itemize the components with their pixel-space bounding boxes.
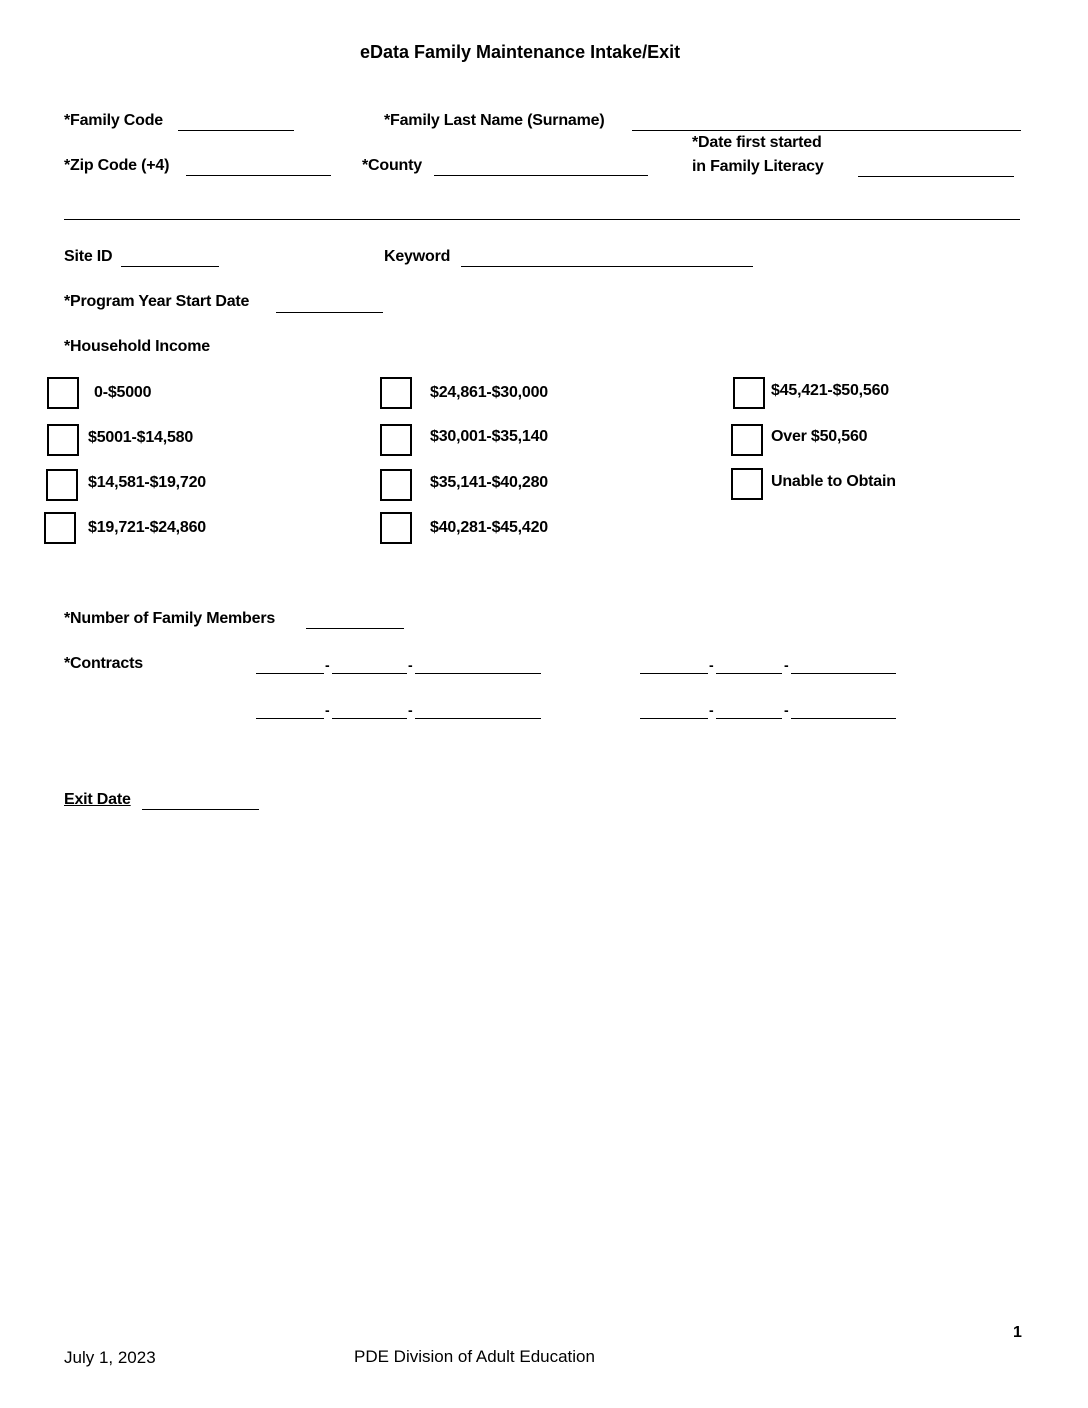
keyword-field[interactable] bbox=[461, 266, 753, 267]
site-id-label: Site ID bbox=[64, 248, 113, 265]
contract-separator: - bbox=[784, 657, 789, 673]
income-checkbox-over-50560[interactable] bbox=[731, 424, 763, 456]
number-of-family-members-label: *Number of Family Members bbox=[64, 610, 276, 627]
number-of-family-members-field[interactable] bbox=[306, 628, 404, 629]
contract-field[interactable] bbox=[640, 718, 708, 719]
contract-field[interactable] bbox=[415, 673, 541, 674]
page-title: eData Family Maintenance Intake/Exit bbox=[360, 42, 681, 62]
footer-organization: PDE Division of Adult Education bbox=[354, 1347, 595, 1366]
contract-field[interactable] bbox=[256, 673, 324, 674]
contract-field[interactable] bbox=[332, 673, 407, 674]
date-first-started-field[interactable] bbox=[858, 176, 1014, 177]
family-last-name-field[interactable] bbox=[632, 130, 1021, 131]
income-option-label: $40,281-$45,420 bbox=[430, 519, 549, 536]
footer-date: July 1, 2023 bbox=[64, 1348, 156, 1367]
income-option-label: 0-$5000 bbox=[94, 384, 152, 401]
keyword-label: Keyword bbox=[384, 248, 451, 265]
county-label: *County bbox=[362, 157, 422, 174]
county-field[interactable] bbox=[434, 175, 648, 176]
contracts-label: *Contracts bbox=[64, 655, 143, 672]
site-id-field[interactable] bbox=[121, 266, 219, 267]
income-checkbox-5001-14580[interactable] bbox=[47, 424, 79, 456]
income-checkbox-19721-24860[interactable] bbox=[44, 512, 76, 544]
contract-separator: - bbox=[408, 657, 413, 673]
income-option-label: $19,721-$24,860 bbox=[88, 519, 207, 536]
date-first-started-label-line2: in Family Literacy bbox=[692, 158, 824, 175]
contract-field[interactable] bbox=[640, 673, 708, 674]
income-option-label: Unable to Obtain bbox=[771, 473, 896, 490]
income-checkbox-30001-35140[interactable] bbox=[380, 424, 412, 456]
income-option-label: $14,581-$19,720 bbox=[88, 474, 207, 491]
program-year-start-date-label: *Program Year Start Date bbox=[64, 293, 250, 310]
contract-field[interactable] bbox=[716, 673, 782, 674]
income-option-label: $24,861-$30,000 bbox=[430, 384, 549, 401]
zip-code-label: *Zip Code (+4) bbox=[64, 157, 170, 174]
exit-date-field[interactable] bbox=[142, 809, 259, 810]
contract-field[interactable] bbox=[415, 718, 541, 719]
zip-code-field[interactable] bbox=[186, 175, 331, 176]
date-first-started-label-line1: *Date first started bbox=[692, 134, 822, 151]
contract-separator: - bbox=[408, 702, 413, 718]
family-code-field[interactable] bbox=[178, 130, 294, 131]
income-checkbox-0-5000[interactable] bbox=[47, 377, 79, 409]
income-option-label: Over $50,560 bbox=[771, 428, 868, 445]
contract-separator: - bbox=[709, 702, 714, 718]
contract-separator: - bbox=[325, 702, 330, 718]
income-checkbox-40281-45420[interactable] bbox=[380, 512, 412, 544]
contract-field[interactable] bbox=[256, 718, 324, 719]
program-year-start-date-field[interactable] bbox=[276, 312, 383, 313]
income-option-label: $5001-$14,580 bbox=[88, 429, 194, 446]
contract-separator: - bbox=[325, 657, 330, 673]
contract-field[interactable] bbox=[332, 718, 407, 719]
income-checkbox-35141-40280[interactable] bbox=[380, 469, 412, 501]
family-last-name-label: *Family Last Name (Surname) bbox=[384, 112, 605, 129]
contract-field[interactable] bbox=[791, 718, 896, 719]
contract-separator: - bbox=[709, 657, 714, 673]
contract-field[interactable] bbox=[791, 673, 896, 674]
income-checkbox-14581-19720[interactable] bbox=[46, 469, 78, 501]
income-checkbox-24861-30000[interactable] bbox=[380, 377, 412, 409]
address-line-field[interactable] bbox=[64, 219, 1020, 220]
income-option-label: $30,001-$35,140 bbox=[430, 428, 549, 445]
income-checkbox-45421-50560[interactable] bbox=[733, 377, 765, 409]
page-number: 1 bbox=[1013, 1324, 1022, 1341]
income-option-label: $35,141-$40,280 bbox=[430, 474, 549, 491]
contract-field[interactable] bbox=[716, 718, 782, 719]
household-income-label: *Household Income bbox=[64, 338, 210, 355]
contract-separator: - bbox=[784, 702, 789, 718]
exit-date-label: Exit Date bbox=[64, 791, 131, 808]
family-code-label: *Family Code bbox=[64, 112, 163, 129]
income-checkbox-unable-to-obtain[interactable] bbox=[731, 468, 763, 500]
income-option-label: $45,421-$50,560 bbox=[771, 382, 890, 399]
